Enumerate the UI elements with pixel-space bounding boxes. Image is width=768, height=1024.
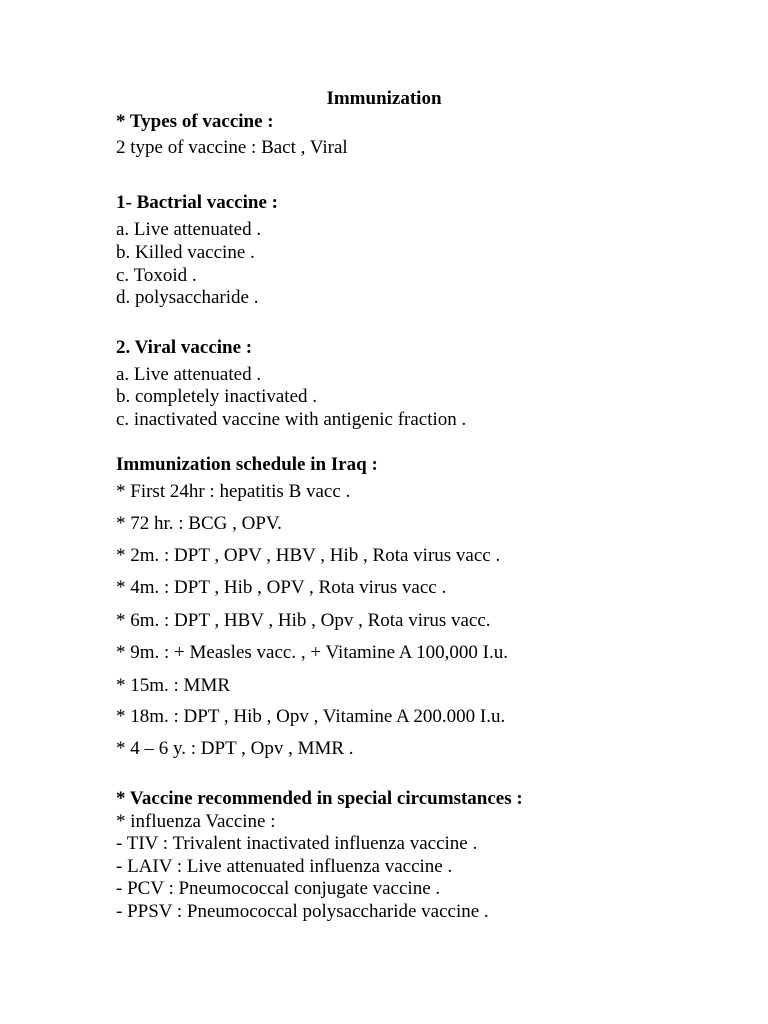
special-item: - PPSV : Pneumococcal polysaccharide vaccine .: [116, 901, 489, 922]
viral-item: c. inactivated vaccine with antigenic fraction .: [116, 409, 467, 430]
bacterial-item: b. Killed vaccine .: [116, 242, 255, 263]
special-item: * influenza Vaccine :: [116, 811, 276, 832]
bacterial-heading: 1- Bactrial vaccine :: [116, 192, 278, 213]
special-item: - PCV : Pneumococcal conjugate vaccine .: [116, 878, 441, 899]
schedule-item: * 72 hr. : BCG , OPV.: [116, 513, 282, 534]
types-heading: * Types of vaccine :: [116, 111, 274, 132]
viral-heading: 2. Viral vaccine :: [116, 337, 253, 358]
bacterial-item: d. polysaccharide .: [116, 287, 259, 308]
schedule-item: * 9m. : + Measles vacc. , + Vitamine A 100,000 I.u.: [116, 642, 508, 663]
bacterial-item: c. Toxoid .: [116, 265, 197, 286]
schedule-item: * 15m. : MMR: [116, 675, 231, 696]
schedule-heading: Immunization schedule in Iraq :: [116, 454, 378, 475]
bacterial-item: a. Live attenuated .: [116, 219, 262, 240]
schedule-item: * 2m. : DPT , OPV , HBV , Hib , Rota virus vacc .: [116, 545, 501, 566]
page-title: Immunization: [326, 88, 442, 109]
viral-item: a. Live attenuated .: [116, 364, 262, 385]
schedule-item: * 4 – 6 y. : DPT , Opv , MMR .: [116, 738, 354, 759]
special-item: - LAIV : Live attenuated influenza vaccine .: [116, 856, 453, 877]
special-heading: * Vaccine recommended in special circumstances :: [116, 788, 523, 809]
types-summary: 2 type of vaccine : Bact , Viral: [116, 137, 348, 158]
schedule-item: * 6m. : DPT , HBV , Hib , Opv , Rota virus vacc.: [116, 610, 491, 631]
schedule-item: * 4m. : DPT , Hib , OPV , Rota virus vacc .: [116, 577, 447, 598]
schedule-item: * 18m. : DPT , Hib , Opv , Vitamine A 200.000 I.u.: [116, 706, 506, 727]
schedule-item: * First 24hr : hepatitis B vacc .: [116, 481, 351, 502]
special-item: - TIV : Trivalent inactivated influenza vaccine .: [116, 833, 478, 854]
viral-item: b. completely inactivated .: [116, 386, 318, 407]
